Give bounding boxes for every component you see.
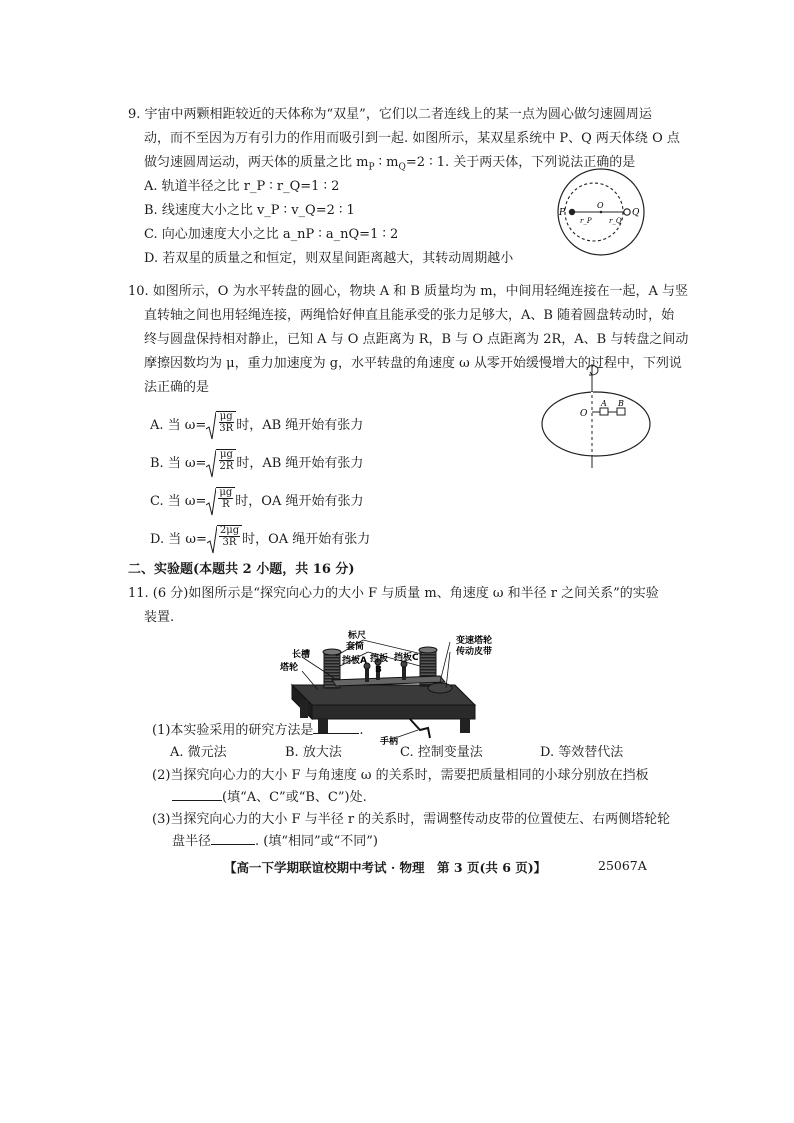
q11-label-pidai: 传动皮带: [456, 647, 493, 657]
q11-sub3-line-1: (3)当探究向心力的大小 F 与半径 r 的关系时，需调整传动皮带的位置使左、右两侧塔轮轮: [152, 812, 671, 827]
q10-label-a: A: [601, 399, 607, 408]
q11-sub1-option-d: D. 等效替代法: [540, 745, 624, 760]
q11-label-shoubing: 手柄: [380, 737, 399, 747]
q11-sub1-blank: [313, 733, 359, 734]
q11-label-b: B: [375, 665, 382, 675]
q11-sub2-line-2: (填“A、C”或“B、C”)处.: [172, 789, 367, 807]
footer-title: 【高一下学期联谊校期中考试 · 物理 第 3 页(共 6 页)】: [224, 860, 547, 875]
q9-label-rp: r_P: [580, 217, 592, 225]
q10-line-4: 摩擦因数均为 μ，重力加速度为 g，水平转盘的角速度 ω 从零开始缓慢增大的过程中，下列说: [144, 356, 682, 371]
q11-label-biansu: 变速塔轮: [456, 636, 493, 646]
q9-line-3: 做匀速圆周运动，两天体的质量之比 $m_P$ ∶ $m_Q=2$ ∶ 1. 关于两天体，下列说法正确的是: [144, 155, 636, 173]
section-2-title: 二、实验题(本题共 2 小题，共 16 分): [128, 562, 355, 577]
q11-sub3-blank: [211, 844, 255, 845]
q11-line-1: 11. (6 分)如图所示是“探究向心力的大小 F 与质量 m、角速度 ω 和半径 r 之间关系”的实验: [128, 586, 659, 601]
q11-label-dangban-c: 挡板C: [394, 653, 419, 663]
q11-sub3-line-2: 盘半径 . (填“相同”或“不同”): [172, 834, 379, 849]
q10-turntable-figure: [540, 362, 655, 470]
q10-label-o: O: [580, 409, 588, 419]
q9-option-c: C. 向心加速度大小之比 a_nP ∶ a_nQ=1 ∶ 2: [144, 227, 399, 242]
q9-option-b: B. 线速度大小之比 v_P ∶ v_Q=2 ∶ 1: [144, 203, 355, 218]
q9-option-a: A. 轨道半径之比 r_P ∶ r_Q=1 ∶ 2: [144, 179, 340, 194]
q11-label-biaochi: 标尺: [348, 631, 367, 641]
q9-line-2: 动，而不至因为万有引力的作用而吸引到一起. 如图所示，某双星系统中 P、Q 两天体绕 O 点: [144, 131, 680, 146]
q10-line-2: 直转轴之间也用轻绳连接，两绳恰好伸直且能承受的张力足够大，A、B 随着圆盘转动时，始: [144, 308, 675, 323]
q11-label-dangban-a: 挡板A: [342, 656, 367, 666]
q10-option-a: A. 当 ω= $\frac{\mu g}{3R}$ 时，AB 绳开始有张力: [150, 411, 363, 441]
q10-option-b: B. 当 ω= $\frac{\mu g}{2R}$ 时，AB 绳开始有张力: [150, 449, 363, 479]
q11-label-dangban: 挡板: [370, 654, 389, 664]
q11-label-changcao: 长槽: [292, 650, 311, 660]
q9-label-p: P: [559, 208, 566, 218]
q9-label-rq: r_Q: [609, 217, 622, 225]
q10-label-b: B: [618, 399, 624, 408]
q11-line-2: 装置.: [144, 610, 175, 625]
q11-sub1: (1)本实验采用的研究方法是 .: [152, 723, 364, 738]
q11-sub1-option-a: A. 微元法: [170, 745, 227, 760]
q11-sub2-line-1: (2)当探究向心力的大小 F 与角速度 ω 的关系时，需要把质量相同的小球分别放在挡板: [152, 768, 649, 783]
q10-line-3: 终与圆盘保持相对静止，已知 A 与 O 点距离为 R，B 与 O 点距离为 2R，A、B 与转盘之间动: [144, 332, 689, 347]
q9-line-1: 9. 宇宙中两颗相距较近的天体称为“双星”，它们以二者连线上的某一点为圆心做匀速圆周运: [128, 107, 652, 122]
q10-line-1: 10. 如图所示，O 为水平转盘的圆心，物块 A 和 B 质量均为 m，中间用轻绳连接在一起，A 与竖: [128, 284, 689, 299]
q11-sub2-blank: [172, 800, 222, 801]
q9-label-q: Q: [632, 208, 640, 218]
q9-option-d: D. 若双星的质量之和恒定，则双星间距离越大，其转动周期越小: [144, 251, 514, 266]
q11-label-talun: 塔轮: [280, 663, 299, 673]
q11-sub1-option-b: B. 放大法: [285, 745, 342, 760]
q9-binary-star-figure: [556, 165, 646, 260]
q9-label-o: O: [597, 201, 604, 210]
footer-code: 25067A: [598, 858, 647, 873]
q10-option-d: D. 当 ω= $\frac{2\mu g}{3R}$ 时，OA 绳开始有张力: [150, 525, 370, 555]
q11-label-taotong: 套筒: [346, 642, 365, 652]
q11-sub1-option-c: C. 控制变量法: [400, 745, 483, 760]
q10-option-c: C. 当 ω= $\frac{\mu g}{R}$ 时，OA 绳开始有张力: [150, 487, 363, 517]
q10-line-5: 法正确的是: [144, 380, 210, 395]
